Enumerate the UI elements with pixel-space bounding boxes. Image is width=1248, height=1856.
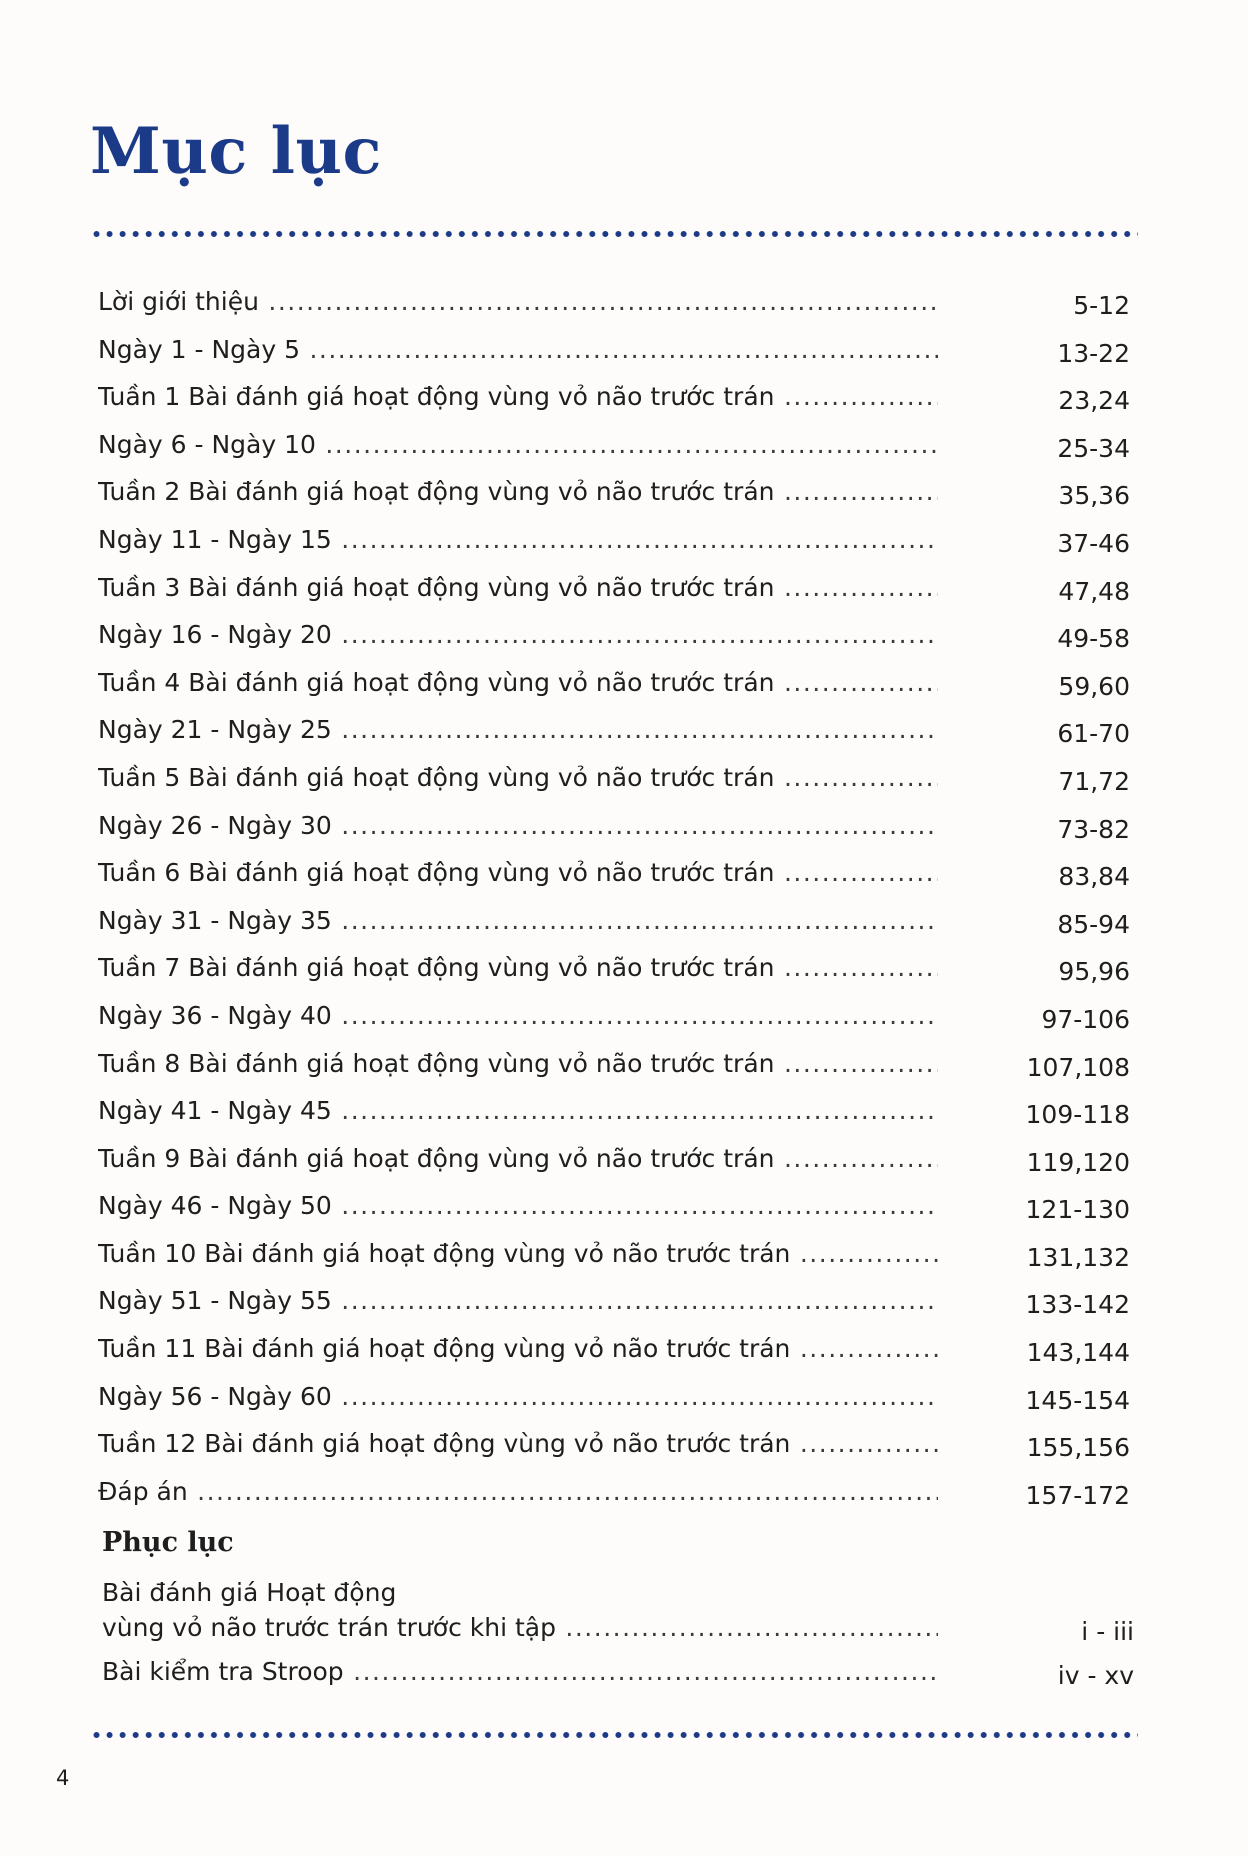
toc-entry-title: Ngày 16 - Ngày 20 ..... [98, 620, 938, 649]
toc-entry [98, 380, 1138, 428]
toc-entry-page: 61-70 [1057, 719, 1130, 749]
toc-entry [98, 1094, 1138, 1142]
toc-entry [98, 1475, 1138, 1523]
toc-entry [98, 523, 1138, 571]
toc-entry-title: Ngày 36 - Ngày 40 ..... [98, 1001, 938, 1030]
toc-entry-page: 107,108 [1026, 1052, 1130, 1082]
toc-entry-page: 157-172 [1025, 1480, 1130, 1510]
appendix-heading: Phục lục [102, 1527, 234, 1558]
appendix-entry-title: Bài kiểm tra Stroop ..... [102, 1657, 938, 1686]
toc-entry [98, 856, 1138, 904]
toc-entry [98, 1142, 1138, 1190]
appendix-section [102, 1525, 1138, 1701]
toc-entry-page: 49-58 [1057, 624, 1130, 654]
toc-entry-page: 13-22 [1057, 338, 1130, 368]
toc-entry-page: 35,36 [1058, 481, 1130, 511]
toc-entry-title: Ngày 31 - Ngày 35 ..... [98, 906, 938, 935]
toc-entry-title: Tuần 7 Bài đánh giá hoạt động vùng vỏ não trước trán ..... [98, 953, 938, 982]
toc-entry [98, 904, 1138, 952]
toc-entry [98, 666, 1138, 714]
appendix-entry-title: vùng vỏ não trước trán trước khi tập ..... [102, 1613, 938, 1642]
toc-entry-title: Tuần 12 Bài đánh giá hoạt động vùng vỏ não trước trán ..... [98, 1429, 938, 1458]
toc-entry [98, 285, 1138, 333]
toc-entry-page: 5-12 [1073, 291, 1130, 320]
toc-entry-title: Ngày 11 - Ngày 15 ..... [98, 525, 938, 554]
toc-entry-title: Ngày 1 - Ngày 5 ..... [98, 335, 938, 364]
toc-entry-title: Tuần 6 Bài đánh giá hoạt động vùng vỏ não trước trán ..... [98, 858, 938, 887]
toc-entry [98, 1189, 1138, 1237]
toc-entry [98, 951, 1138, 999]
toc-entry-title: Đáp án ..... [98, 1477, 938, 1506]
toc-entry [98, 333, 1138, 381]
toc-entry-page: 133-142 [1025, 1290, 1130, 1320]
toc-entry-title: Ngày 6 - Ngày 10 ..... [98, 430, 938, 459]
toc-entry-page: 83,84 [1058, 862, 1130, 892]
dotted-divider-bottom [90, 1731, 1138, 1739]
toc-entry-page: 25-34 [1057, 433, 1130, 463]
toc-entry [98, 475, 1138, 523]
table-of-contents [98, 285, 1138, 1522]
toc-entry-title: Tuần 2 Bài đánh giá hoạt động vùng vỏ não trước trán ..... [98, 477, 938, 506]
toc-entry-page: 73-82 [1057, 814, 1130, 844]
toc-entry-page: 145-154 [1025, 1385, 1130, 1415]
toc-entry-title: Ngày 26 - Ngày 30 ..... [98, 811, 938, 840]
toc-entry-title: Ngày 51 - Ngày 55 ..... [98, 1286, 938, 1315]
appendix-entry [102, 1613, 1138, 1657]
toc-entry [98, 1237, 1138, 1285]
toc-entry-page: 71,72 [1058, 766, 1130, 796]
toc-entry-title: Ngày 46 - Ngày 50 ..... [98, 1191, 938, 1220]
toc-entry-page: 85-94 [1057, 909, 1130, 939]
toc-entry-page: 109-118 [1025, 1100, 1130, 1130]
toc-entry [98, 618, 1138, 666]
toc-entry-title: Ngày 41 - Ngày 45 ..... [98, 1096, 938, 1125]
toc-entry [98, 1380, 1138, 1428]
toc-entry-title: Tuần 11 Bài đánh giá hoạt động vùng vỏ não trước trán ..... [98, 1334, 938, 1363]
page-number: 4 [56, 1766, 70, 1790]
dotted-divider-top [90, 230, 1138, 238]
toc-entry-page: 23,24 [1058, 386, 1130, 416]
toc-entry-page: 131,132 [1026, 1242, 1130, 1272]
toc-entry-title: Ngày 21 - Ngày 25 ..... [98, 715, 938, 744]
toc-entry [98, 1047, 1138, 1095]
toc-entry [98, 809, 1138, 857]
toc-entry-page: 59,60 [1058, 671, 1130, 701]
page-title: Mục lục [90, 114, 382, 189]
toc-entry-title: Ngày 56 - Ngày 60 ..... [98, 1382, 938, 1411]
toc-entry [98, 571, 1138, 619]
toc-entry-title: Tuần 3 Bài đánh giá hoạt động vùng vỏ não trước trán ..... [98, 573, 938, 602]
toc-entry [98, 428, 1138, 476]
toc-entry [98, 1332, 1138, 1380]
toc-entry-page: 155,156 [1026, 1433, 1130, 1463]
toc-entry-title: Tuần 10 Bài đánh giá hoạt động vùng vỏ não trước trán ..... [98, 1239, 938, 1268]
toc-entry-title: Tuần 1 Bài đánh giá hoạt động vùng vỏ não trước trán ..... [98, 382, 938, 411]
appendix-entry-page: iv - xv [1057, 1661, 1134, 1690]
toc-entry-page: 143,144 [1026, 1338, 1130, 1368]
toc-entry-page: 121-130 [1025, 1195, 1130, 1225]
toc-entry [98, 1427, 1138, 1475]
toc-entry-page: 97-106 [1041, 1004, 1130, 1034]
toc-entry [98, 761, 1138, 809]
toc-entry-page: 119,120 [1026, 1147, 1130, 1177]
toc-entry-page: 95,96 [1058, 957, 1130, 987]
toc-entry [98, 1284, 1138, 1332]
toc-entry [98, 713, 1138, 761]
toc-entry-title: Lời giới thiệu ..... [98, 287, 938, 316]
toc-entry [98, 999, 1138, 1047]
toc-entry-title: Tuần 8 Bài đánh giá hoạt động vùng vỏ não trước trán ..... [98, 1049, 938, 1078]
toc-entry-title: Tuần 5 Bài đánh giá hoạt động vùng vỏ não trước trán ..... [98, 763, 938, 792]
toc-entry-page: 37-46 [1057, 528, 1130, 558]
toc-entry-title: Tuần 4 Bài đánh giá hoạt động vùng vỏ não trước trán ..... [98, 668, 938, 697]
appendix-entry [102, 1657, 1138, 1701]
appendix-entry-page: i - iii [1081, 1617, 1134, 1646]
toc-entry-title: Tuần 9 Bài đánh giá hoạt động vùng vỏ não trước trán ..... [98, 1144, 938, 1173]
toc-entry-page: 47,48 [1058, 576, 1130, 606]
appendix-entry-line: Bài đánh giá Hoạt động [102, 1578, 397, 1607]
